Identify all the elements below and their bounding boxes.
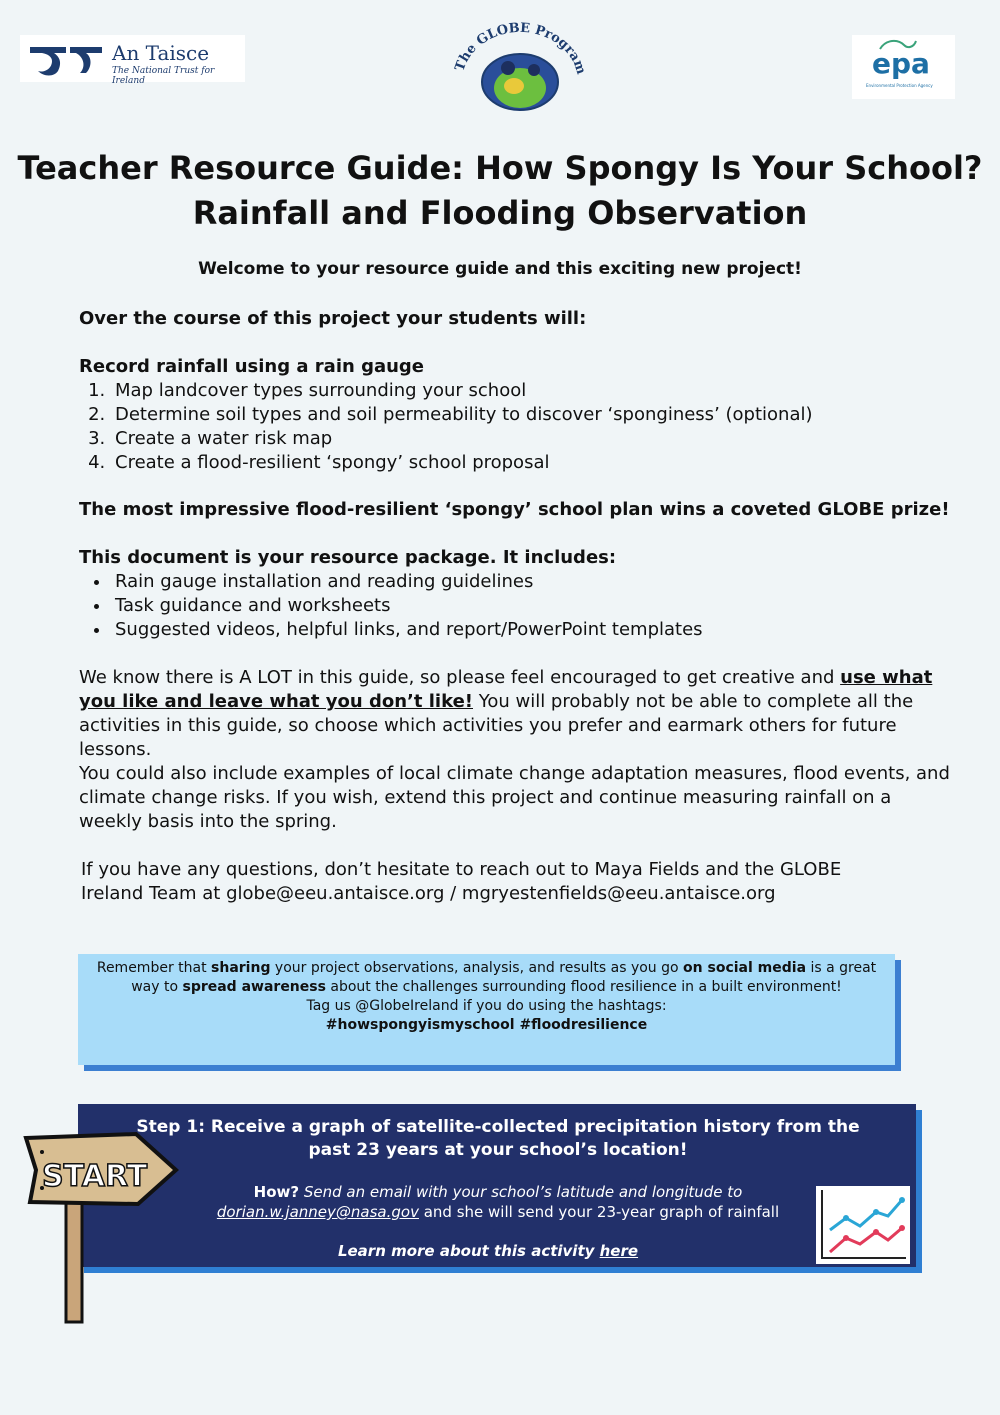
contact-line-2: Ireland Team at globe@eeu.antaisce.org / mgryestenfields@eeu.antaisce.org xyxy=(81,883,776,904)
use-what-you-like-link[interactable]: use what you like and leave what you don’t like! xyxy=(79,667,933,712)
share-bold: spread awareness xyxy=(182,979,326,995)
share-text: about the challenges surrounding flood resilience in a built environment! xyxy=(325,979,842,995)
an-taisce-logo xyxy=(20,35,245,86)
globe-program-logo xyxy=(450,20,590,120)
an-taisce-mark-icon xyxy=(26,39,106,79)
package-item: • Task guidance and worksheets xyxy=(111,594,959,618)
learn-more xyxy=(258,1242,718,1260)
package-item: • Suggested videos, helpful links, and report/PowerPoint templates xyxy=(111,618,959,642)
package-heading: This document is your resource package. It includes: xyxy=(79,547,617,568)
here-link[interactable]: here xyxy=(599,1242,639,1260)
learn-text: Learn more about this activity xyxy=(337,1242,600,1260)
contact-paragraph xyxy=(81,858,961,906)
epa-logo xyxy=(852,35,955,99)
step-1-title: Step 1: Receive a graph of satellite-collected precipitation history from the past 23 years at your school’s location! xyxy=(136,1117,860,1160)
guidance-text-start: We know there is A LOT in this guide, so please feel encouraged to get creative and xyxy=(79,667,841,688)
page-title xyxy=(0,146,1000,236)
start-signpost-icon xyxy=(18,1130,183,1330)
task-heading: Record rainfall using a rain gauge xyxy=(79,356,425,377)
epa-tagline: Environmental Protection Agency xyxy=(866,83,933,88)
share-bold: sharing xyxy=(211,960,271,976)
extension-paragraph: You could also include examples of local climate change adaptation measures, flood events, and climate change risks. If you wish, extend this project and continue measuring rainfall on a weekly basis into the spring. xyxy=(79,763,950,832)
social-media-callout xyxy=(78,954,895,1065)
tag-line: Tag us @GlobeIreland if you do using the hashtags: xyxy=(306,998,667,1014)
share-text: Remember that xyxy=(96,960,212,976)
line-chart-icon xyxy=(816,1186,910,1264)
start-sign-illustration xyxy=(18,1130,183,1330)
intro-text: Over the course of this project your students will: xyxy=(79,308,587,329)
task-list xyxy=(79,379,959,475)
title-line-2: Rainfall and Flooding Observation xyxy=(192,194,808,232)
guidance-text-end: You will probably not be able to complete all the activities in this guide, so choose which activities you prefer and earmark others for future lessons. xyxy=(79,691,914,760)
title-line-1: Teacher Resource Guide: How Spongy Is Your School? xyxy=(17,149,983,187)
guidance-paragraph xyxy=(79,666,959,762)
globe-logo-text: The GLOBE Program xyxy=(452,20,589,77)
an-taisce-tagline: The National Trust for Ireland xyxy=(112,66,215,86)
an-taisce-name: An Taisce xyxy=(112,41,210,65)
task-list-section xyxy=(79,355,959,475)
epa-logo-text: epa xyxy=(872,47,930,80)
step-1-how xyxy=(178,1182,818,1222)
hashtags: #howspongyismyschool #floodresilience xyxy=(325,1017,648,1033)
share-text: your project observations, analysis, and results as you go xyxy=(270,960,684,976)
globe-emblem-icon xyxy=(450,20,590,120)
how-text: Send an email with your school’s latitude and longitude to xyxy=(299,1183,743,1201)
task-item: 1. Map landcover types surrounding your school xyxy=(111,379,959,403)
contact-line-1: If you have any questions, don’t hesitate to reach out to Maya Fields and the GLOBE xyxy=(81,859,842,880)
share-bold: on social media xyxy=(683,960,807,976)
task-item: 4. Create a flood-resilient ‘spongy’ school proposal xyxy=(111,451,959,475)
start-sign-text: START xyxy=(42,1159,148,1194)
share-text: is a great way to xyxy=(131,960,877,995)
email-link[interactable]: dorian.w.janney@nasa.gov xyxy=(216,1203,419,1221)
package-list xyxy=(79,570,959,642)
task-item: 2. Determine soil types and soil permeability to discover ‘sponginess’ (optional) xyxy=(111,403,959,427)
how-after: and she will send your 23-year graph of rainfall xyxy=(418,1203,780,1221)
prize-text: The most impressive flood-resilient ‘spongy’ school plan wins a coveted GLOBE prize! xyxy=(79,499,950,520)
package-item: • Rain gauge installation and reading guidelines xyxy=(111,570,959,594)
package-section xyxy=(79,546,959,642)
step-1-callout xyxy=(78,1104,916,1267)
welcome-text: Welcome to your resource guide and this exciting new project! xyxy=(198,259,802,279)
how-label: How? xyxy=(253,1183,300,1201)
task-item: 3. Create a water risk map xyxy=(111,427,959,451)
